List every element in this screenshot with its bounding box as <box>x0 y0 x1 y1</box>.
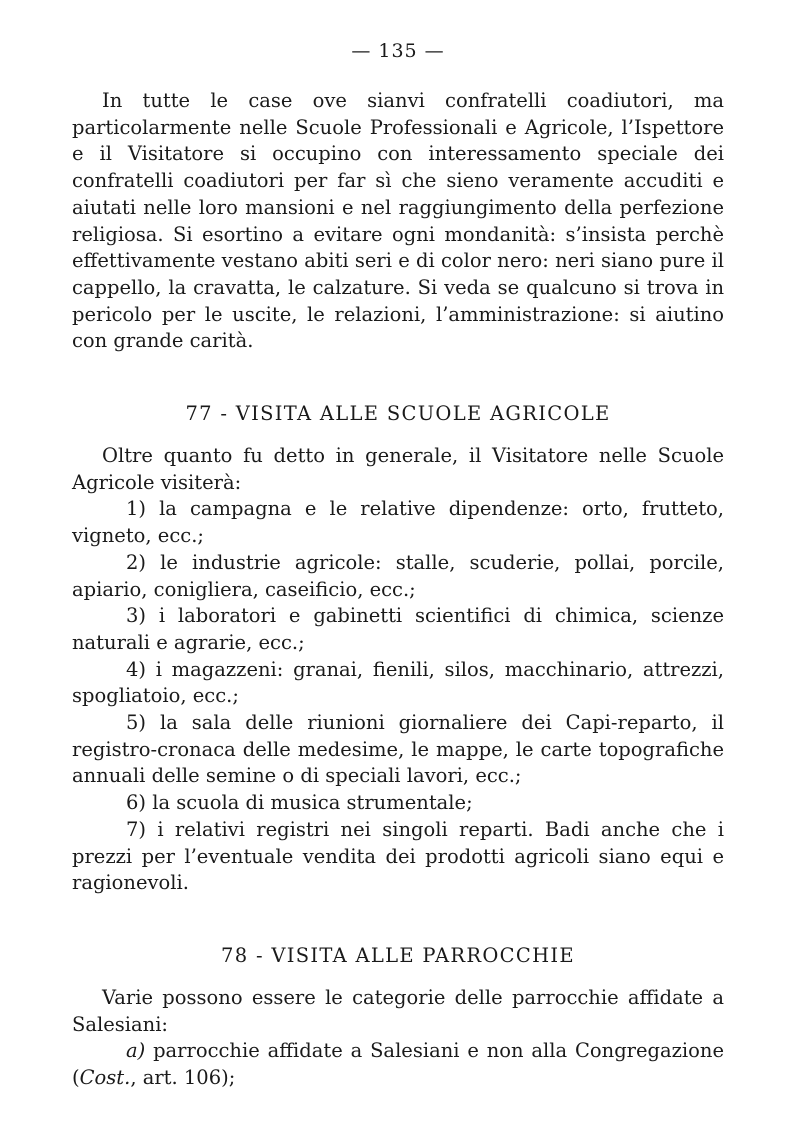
list-item: 6) la scuola di musica strumentale; <box>126 791 473 815</box>
section-78-intro: Varie possono essere le categorie delle parrocchie affidate a Salesiani: <box>72 985 724 1036</box>
constitution-reference: Cost. <box>79 1066 131 1090</box>
item-text: parrocchie affidate a Salesiani e non alla Congregazione ( <box>72 1039 724 1090</box>
list-item: 2) le industrie agricole: stalle, scuderie, pollai, porcile, apiario, conigliera, caseificio, ecc.; <box>72 550 724 601</box>
list-item: 1) la campagna e le relative dipendenze: orto, frutteto, vigneto, ecc.; <box>72 497 724 548</box>
list-item: 7) i relativi registri nei singoli reparti. Badi anche che i prezzi per l’eventuale vendita dei prodotti agricoli siano equi e ragionevoli. <box>72 817 724 895</box>
section-78-heading: 78 - VISITA ALLE PARROCCHIE <box>221 943 575 967</box>
list-item: 4) i magazzeni: granai, fienili, silos, macchinario, attrezzi, spogliatoio, ecc.; <box>72 657 724 708</box>
item-marker: a) <box>126 1039 146 1063</box>
page-number: — 135 — <box>351 40 445 62</box>
item-tail: , art. 106); <box>130 1066 236 1090</box>
section-77-heading: 77 - VISITA ALLE SCUOLE AGRICOLE <box>185 402 611 426</box>
section-78-item-a <box>72 1038 724 1091</box>
section-77-intro: Oltre quanto fu detto in generale, il Visitatore nelle Scuole Agricole visiterà: <box>72 444 724 494</box>
list-item: 5) la sala delle riunioni giornaliere dei Capi-reparto, il registro-cronaca delle medesime, le mappe, le carte topografiche annuali delle semine o di speciali lavori, ecc.; <box>72 711 724 788</box>
book-page <box>72 30 724 1110</box>
intro-paragraph: In tutte le case ove sianvi confratelli coadiutori, ma particolarmente nelle Scuole Professionali e Agricole, l’Ispettore e il Visitatore si occupino con interessamento speciale dei confratelli coadiutori per far sì che sieno veramente accuditi e aiutati nelle loro mansioni e nel raggiungimento della perfezione religiosa. Si esortino a evitare ogni mondanità: s’insista perchè effettivamente vestano abiti seri e di color nero: neri siano pure il cappello, la cravatta, le calzature. Si veda se qualcuno si trova in pericolo per le uscite, le relazioni, l’amministrazione: si aiutino con grande carità. <box>72 89 724 353</box>
list-item: 3) i laboratori e gabinetti scientifici di chimica, scienze naturali e agrarie, ecc.; <box>72 604 724 654</box>
